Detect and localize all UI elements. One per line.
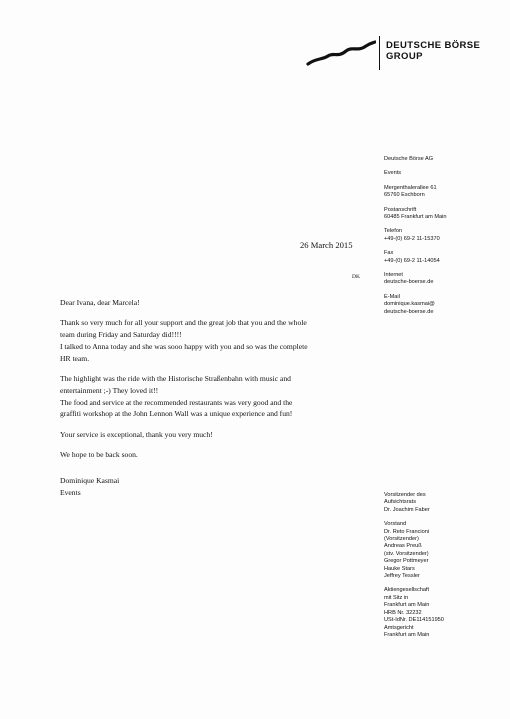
sidebar-line: HRB Nr. 32232 bbox=[384, 609, 422, 616]
sidebar-line: +49-(0) 69-2 11-14054 bbox=[384, 257, 440, 264]
sidebar-line: Postanschrift bbox=[384, 206, 417, 213]
company-register-details bbox=[384, 492, 444, 646]
sidebar-line: Dr. Reto Francioni bbox=[384, 528, 430, 535]
sidebar-block bbox=[384, 294, 447, 316]
sidebar-block bbox=[384, 207, 447, 222]
sidebar-line: mit Sitz in bbox=[384, 594, 409, 601]
letter-line: The food and service at the recommended restaurants was very good and the bbox=[60, 397, 293, 407]
letter-line: graffiti workshop at the John Lennon Wall was a unique experience and fun! bbox=[60, 409, 293, 419]
sidebar-line: Vorstand bbox=[384, 521, 407, 528]
sidebar-line: Telefon bbox=[384, 228, 403, 235]
sidebar-line: 65760 Eschborn bbox=[384, 192, 425, 199]
letter-line: entertainment ;-) They loved it!! bbox=[60, 385, 159, 395]
sidebar-line: Frankfurt am Main bbox=[384, 602, 430, 609]
sidebar-line: Internet bbox=[384, 272, 403, 279]
letter-line: I talked to Anna today and she was sooo happy with you and so was the complete bbox=[60, 341, 308, 351]
signature-name: Dominique Kasmai bbox=[60, 475, 120, 485]
letter-paragraph bbox=[60, 429, 360, 441]
sidebar-block bbox=[384, 250, 447, 265]
signature-department: Events bbox=[60, 487, 81, 497]
logo-divider bbox=[379, 36, 380, 70]
sender-details bbox=[384, 156, 447, 323]
sidebar-block bbox=[384, 587, 444, 639]
letter-line: Your service is exceptional, thank you very much! bbox=[60, 429, 213, 439]
deutsche-boerse-logo-icon bbox=[306, 40, 376, 68]
sidebar-line: Frankfurt am Main bbox=[384, 631, 430, 638]
letter-line: HR team. bbox=[60, 353, 90, 363]
salutation: Dear Ivana, dear Marcela! bbox=[60, 298, 140, 307]
letter-body bbox=[60, 297, 360, 498]
sidebar-block bbox=[384, 228, 447, 243]
sidebar-line: (Vorsitzender) bbox=[384, 536, 419, 543]
author-initials: DK bbox=[352, 274, 360, 280]
sidebar-line: Amtsgericht bbox=[384, 624, 414, 631]
letter-paragraphs bbox=[60, 317, 360, 460]
sidebar-line: Dr. Joachim Faber bbox=[384, 506, 430, 513]
letter-line: team during Friday and Saturday did!!!! bbox=[60, 330, 182, 340]
letter-paragraph bbox=[60, 317, 360, 364]
sidebar-block bbox=[384, 521, 444, 580]
sidebar-line: Deutsche Börse AG bbox=[384, 156, 434, 162]
sidebar-line: Jeffrey Tessler bbox=[384, 573, 420, 580]
sidebar-line: (stv. Vorsitzender) bbox=[384, 550, 429, 557]
sidebar-line: Andreas Preuß bbox=[384, 543, 422, 550]
sidebar-line: Aktiengesellschaft bbox=[384, 587, 430, 594]
letter-paragraph bbox=[60, 449, 360, 461]
letter-line: The highlight was the ride with the Historische Straßenbahn with music and bbox=[60, 373, 291, 383]
sidebar-line: deutsche-boerse.de bbox=[384, 308, 434, 315]
sidebar-line: Events bbox=[384, 170, 402, 177]
letter-line: We hope to be back soon. bbox=[60, 449, 138, 459]
sidebar-line: Fax bbox=[384, 250, 394, 257]
sidebar-block bbox=[384, 272, 447, 287]
logo-line-1: DEUTSCHE BÖRSE bbox=[386, 40, 481, 51]
sidebar-line: deutsche-boerse.de bbox=[384, 279, 434, 286]
letter-paragraph bbox=[60, 373, 360, 420]
sidebar-line: E-Mail bbox=[384, 293, 400, 300]
sidebar-line: Hauke Stars bbox=[384, 565, 415, 572]
sidebar-line: Vorsitzender des bbox=[384, 492, 426, 498]
sidebar-line: Aufsichtsrats bbox=[384, 499, 417, 506]
letter-line: Thank so very much for all your support and the great job that you and the whole bbox=[60, 318, 307, 328]
sidebar-line: 60485 Frankfurt am Main bbox=[384, 214, 447, 221]
sidebar-line: dominique.kasmai@ bbox=[384, 301, 435, 308]
signature-block bbox=[60, 475, 360, 499]
logo-wordmark bbox=[386, 40, 480, 62]
letter-date: 26 March 2015 bbox=[300, 240, 353, 250]
sidebar-line: USt-IdNr. DE114151950 bbox=[384, 617, 444, 624]
sidebar-line: Mergenthalerallee 61 bbox=[384, 184, 437, 191]
sidebar-block bbox=[384, 492, 444, 514]
logo-line-2: GROUP bbox=[386, 51, 423, 62]
sidebar-line: Gregor Pottmeyer bbox=[384, 558, 429, 565]
sidebar-block bbox=[384, 156, 447, 163]
sidebar-block bbox=[384, 185, 447, 200]
sidebar-block bbox=[384, 170, 447, 177]
sidebar-line: +49-(0) 69-2 11-15370 bbox=[384, 235, 440, 242]
